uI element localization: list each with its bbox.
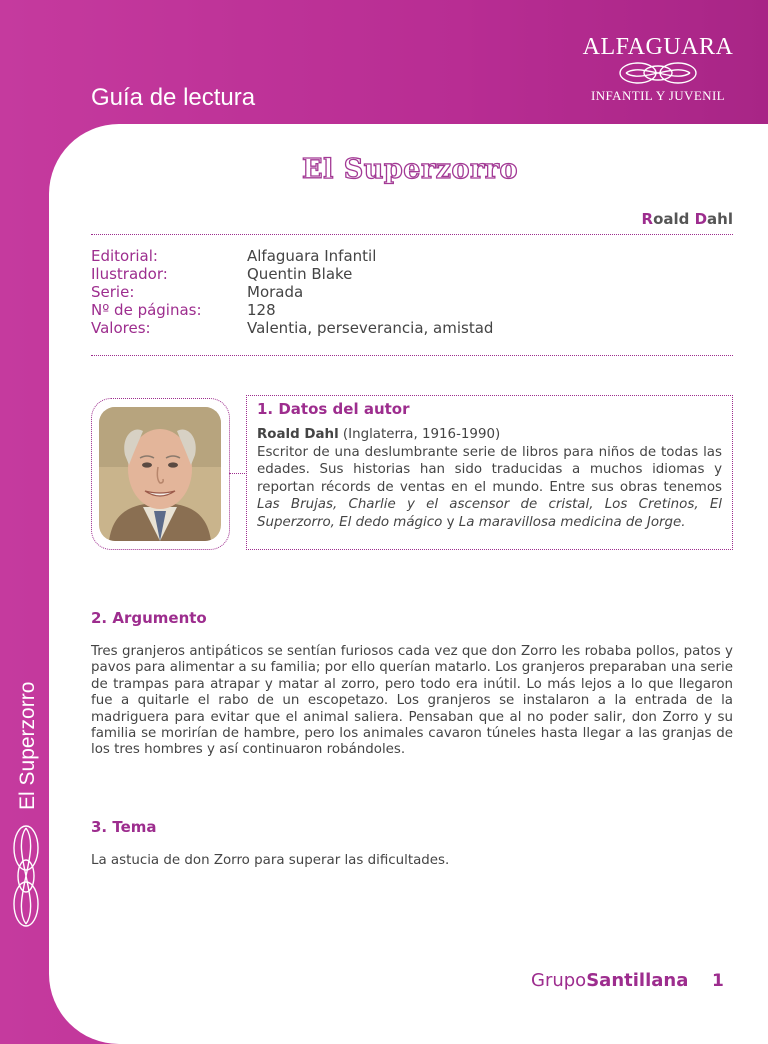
meta-row-editorial: Editorial: Alfaguara Infantil xyxy=(91,247,377,265)
author-section-heading: 1. Datos del autor xyxy=(257,400,410,418)
divider-top xyxy=(91,234,733,235)
sidebar-title: El Superzorro xyxy=(16,681,39,810)
sidebar-ornament-icon xyxy=(6,820,46,932)
theme-heading: 3. Tema xyxy=(91,818,157,836)
divider-bottom xyxy=(91,355,733,356)
brand-name: ALFAGUARA xyxy=(582,34,734,60)
author-photo xyxy=(99,407,221,541)
alfaguara-logo xyxy=(578,34,738,104)
author-bio: Roald Dahl (Inglaterra, 1916-1990) Escritor de una deslumbrante serie de libros para niños de todas las edades. Sus historias han sido traducidas a muchos idiomas y reportan récords de ventas en el mundo. Entre sus obras tenemos Las Brujas, Charlie y el ascensor de cristal, Los Cretinos, El Superzorro, El dedo mágico y La maravillosa medicina de Jorge. xyxy=(257,427,722,530)
argument-section xyxy=(91,609,733,759)
guide-label: Guía de lectura xyxy=(91,84,256,111)
grupo-santillana-logo: GrupoSantillana xyxy=(531,970,689,991)
photo-connector xyxy=(229,473,247,474)
book-title: El Superzorro xyxy=(302,154,518,185)
meta-row-illustrator: Ilustrador: Quentin Blake xyxy=(91,265,353,283)
theme-section xyxy=(91,818,733,869)
book-author: Roald Dahl xyxy=(641,210,733,228)
meta-row-values: Valores: Valentia, perseverancia, amistad xyxy=(91,319,494,337)
knot-ornament-icon xyxy=(616,60,700,86)
argument-heading: 2. Argumento xyxy=(91,609,207,627)
argument-text: Tres granjeros antipáticos se sentían furiosos cada vez que don Zorro les robaba pollos, patos y pavos para alimentar a su familia; por ello querían matarlo. Los granjeros preparaban una serie de trampas para atrapar y matar al zorro, pero todo era inútil. Lo más lejos a lo que llegaron fue a quitarle el rabo de un escopetazo. Los granjeros se instalaron a la entrada de la madriguera para evitar que el animal saliera. Pensaban que al no poder salir, don Zorro y su familia se morirían de hambre, pero los animales cavaron túneles hasta llegar a las granjas de los tres hombres y así continuaron robándoles. xyxy=(91,644,733,758)
book-metadata xyxy=(91,247,493,337)
author-section xyxy=(246,395,733,550)
theme-text: La astucia de don Zorro para superar las dificultades. xyxy=(91,853,450,868)
author-photo-frame xyxy=(91,398,230,550)
page-number: 1 xyxy=(712,971,724,991)
brand-subtitle: INFANTIL Y JUVENIL xyxy=(590,88,726,103)
meta-row-series: Serie: Morada xyxy=(91,283,304,301)
meta-row-pages: Nº de páginas: 128 xyxy=(91,301,276,319)
